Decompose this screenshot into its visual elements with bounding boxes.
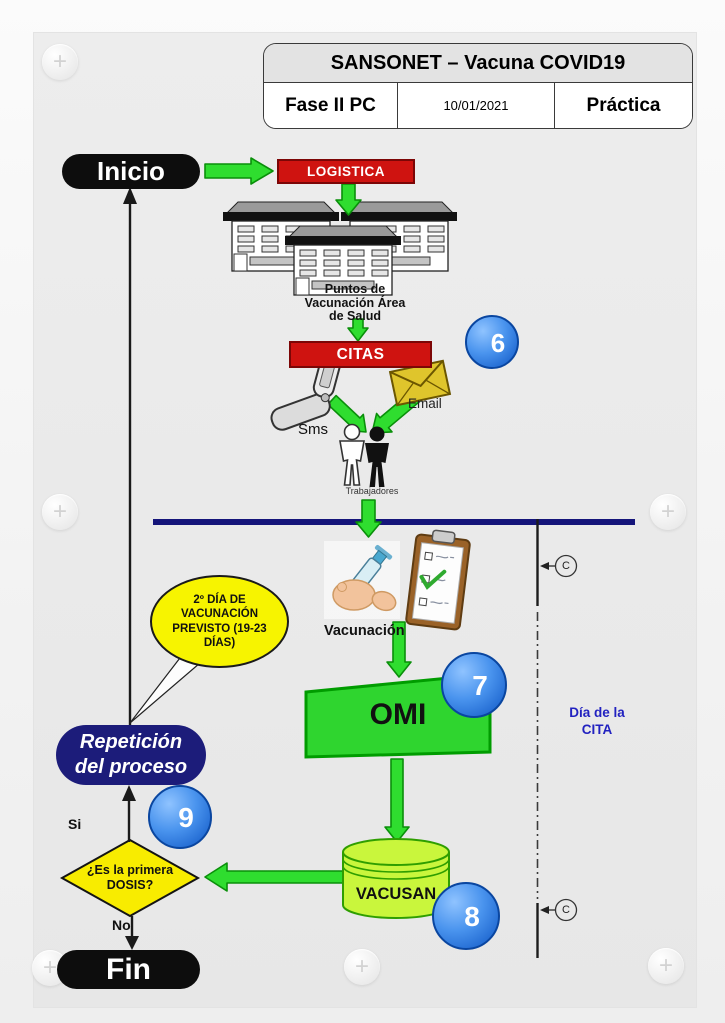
c-marker-bottom-label: C — [562, 904, 570, 916]
appointment-day-line1: Día de la — [569, 705, 625, 720]
watermark-plus-icon: + — [42, 44, 78, 80]
decision-line2: DOSIS? — [106, 878, 154, 892]
callout-line1: 2º DÍA DE — [193, 594, 246, 607]
vaccination-points-line1: Puntos de — [324, 282, 386, 296]
callout-tail — [130, 654, 200, 723]
page-title: SANSONET – Vacuna COVID19 — [264, 44, 692, 83]
repeat-line2: del proceso — [74, 756, 188, 778]
appointment-day-line2: CITA — [581, 722, 613, 737]
logistics-node: LOGISTICA — [277, 159, 415, 184]
vaccination-label: Vacunación — [324, 623, 405, 639]
header-date-cell: 10/01/2021 — [443, 98, 509, 113]
step-badge-7-number: 7 — [472, 670, 488, 701]
appointments-node: CITAS — [289, 341, 432, 368]
arrow-inicio-logistica — [205, 158, 273, 184]
callout-line2: VACUNACIÓN — [180, 608, 259, 621]
start-node: Inicio — [62, 154, 200, 189]
no-label: No — [112, 917, 131, 933]
step-badge-9-number: 9 — [178, 802, 194, 833]
vaccination-points-line3: de Salud — [328, 309, 382, 323]
arrow-vacusan-decision — [205, 863, 343, 891]
watermark-plus-icon: + — [648, 948, 684, 984]
end-node: Fin — [57, 950, 200, 989]
watermark-plus-icon: + — [650, 494, 686, 530]
step-badge-6-number: 6 — [490, 327, 506, 358]
sms-label: Sms — [298, 421, 328, 438]
step-badge-6 — [465, 315, 519, 369]
email-label: Email — [408, 396, 442, 411]
workers-label: Trabajadores — [345, 486, 399, 496]
step-badge-7 — [441, 652, 507, 718]
header-box — [263, 43, 693, 129]
decision-label — [72, 861, 188, 895]
yes-label: Si — [68, 816, 82, 832]
return-arrow — [123, 187, 137, 725]
step-badge-9 — [148, 785, 212, 849]
step-badge-8-number: 8 — [464, 901, 480, 932]
watermark-plus-icon: + — [344, 949, 380, 985]
header-mode-cell: Práctica — [554, 83, 692, 128]
step-badge-8 — [432, 882, 500, 950]
vaccination-icon — [324, 541, 400, 619]
callout-bubble — [150, 575, 289, 668]
header-phase-cell: Fase II PC — [264, 83, 398, 128]
vaccination-points-label — [295, 283, 415, 324]
repeat-line1: Repetición — [79, 731, 183, 753]
arrow-workers-vacunacion — [356, 500, 381, 537]
workers-icon — [340, 425, 389, 488]
c-marker-top-label: C — [562, 560, 570, 572]
clipboard-icon — [406, 528, 471, 630]
watermark-plus-icon: + — [32, 950, 68, 986]
appointment-day-label — [548, 704, 646, 738]
decision-to-repeat-arrow — [122, 785, 136, 842]
callout-line4: DÍAS) — [203, 636, 236, 649]
decision-line1: ¿Es la primera — [86, 862, 174, 877]
watermark-plus-icon: + — [42, 494, 78, 530]
omi-label: OMI — [369, 698, 427, 731]
vacusan-label: VACUSAN — [355, 885, 437, 903]
timeline-divider — [153, 519, 635, 525]
vaccination-points-line2: Vacunación Área — [304, 295, 406, 310]
arrow-omi-vacusan — [385, 759, 409, 842]
callout-line3: PREVISTO (19-23 — [172, 622, 267, 635]
repeat-node — [56, 725, 206, 785]
